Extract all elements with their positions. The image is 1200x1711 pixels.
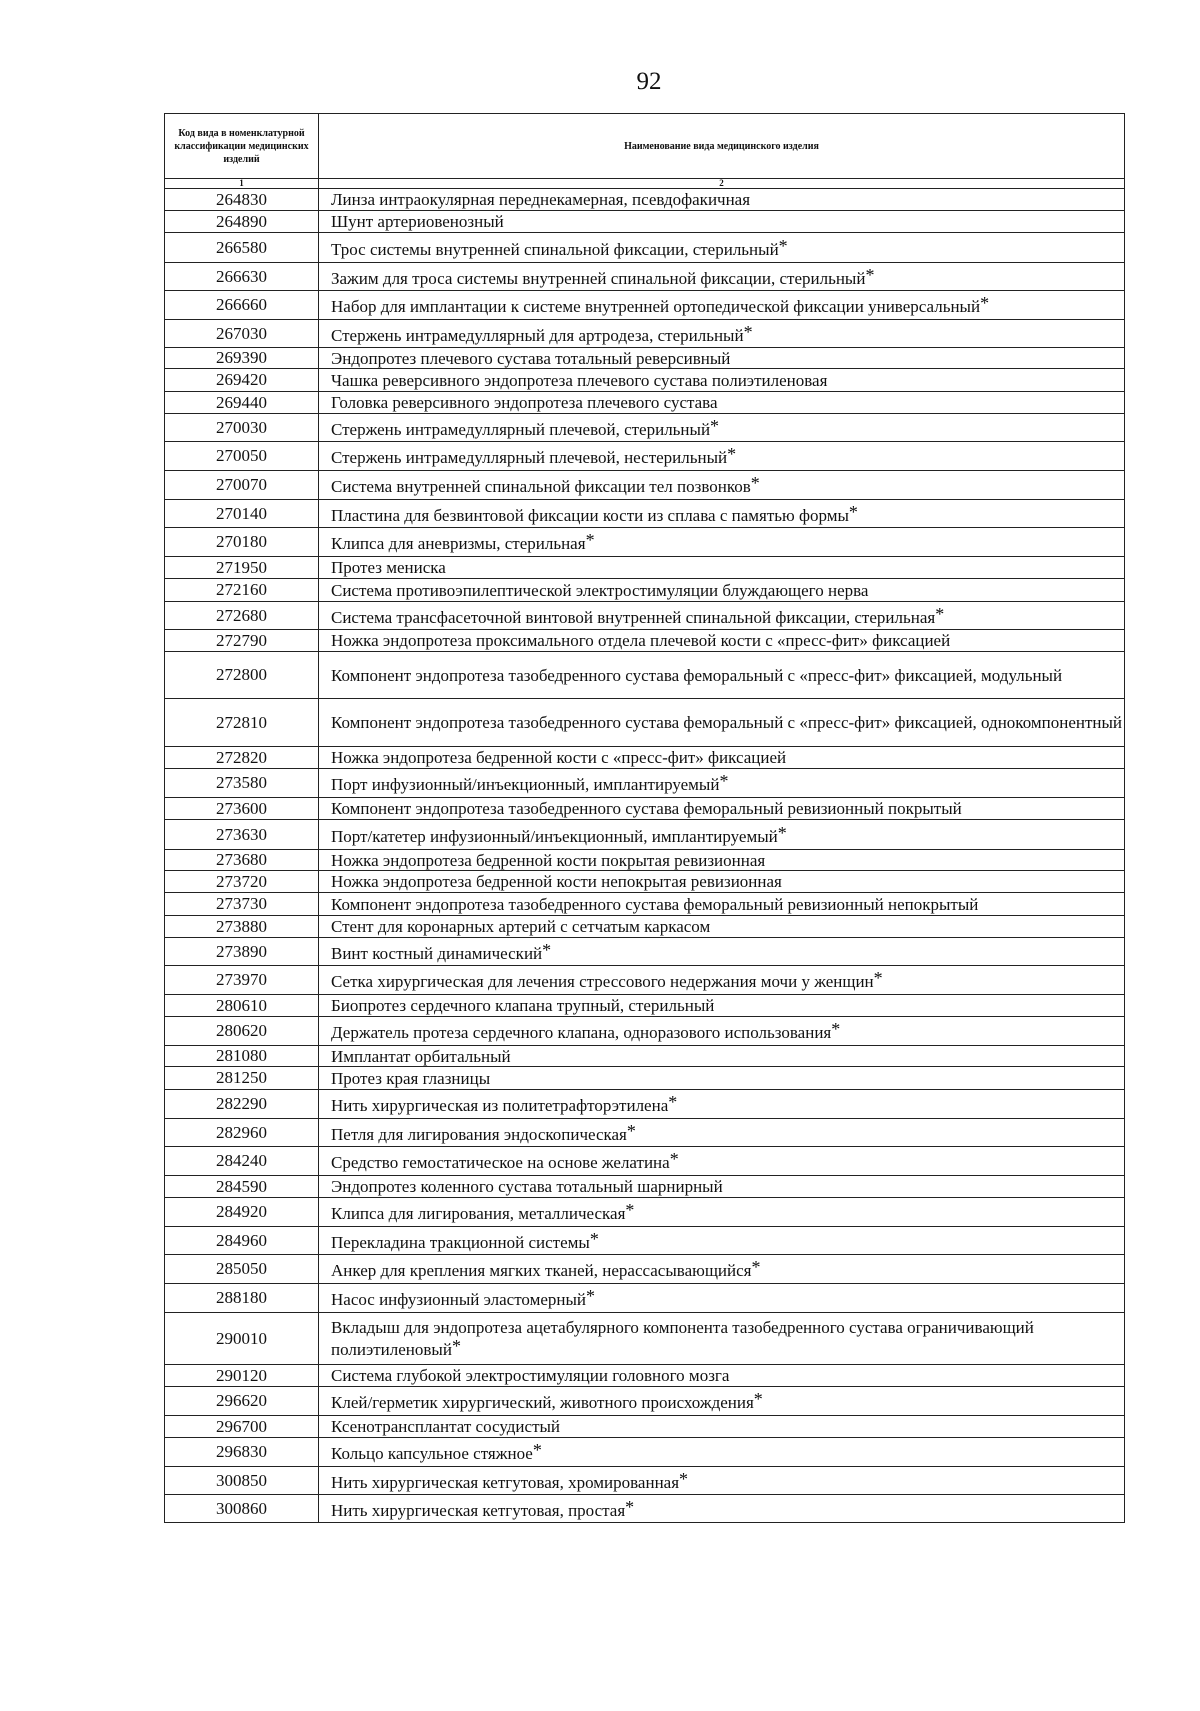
device-code: 273730 — [165, 893, 319, 916]
device-code: 300860 — [165, 1495, 319, 1523]
device-name-cell — [319, 602, 1125, 630]
table-row — [165, 1313, 1125, 1365]
device-name: Стержень интрамедуллярный плечевой, стерильный — [331, 419, 711, 439]
device-name-cell — [319, 471, 1125, 500]
device-name: Порт инфузионный/инъекционный, имплантируемый — [331, 775, 720, 794]
device-name-cell — [319, 747, 1125, 769]
device-name: Нить хирургическая кетгутовая, простая — [331, 1500, 626, 1520]
table-row — [165, 291, 1125, 320]
device-name: Ксенотрансплантат сосудистый — [331, 1417, 561, 1436]
asterisk-mark: * — [585, 530, 595, 550]
table-row — [165, 320, 1125, 348]
table-row — [165, 1227, 1125, 1255]
asterisk-mark: * — [451, 1336, 461, 1356]
device-code: 273890 — [165, 938, 319, 966]
device-code: 296620 — [165, 1387, 319, 1416]
device-code: 290120 — [165, 1365, 319, 1387]
device-name: Чашка реверсивного эндопротеза плечевого сустава полиэтиленовая — [331, 370, 828, 390]
device-name: Трос системы внутренней спинальной фиксации, стерильный — [331, 239, 779, 259]
device-name-cell — [319, 1046, 1125, 1067]
device-name-cell — [319, 348, 1125, 369]
device-name: Пластина для безвинтовой фиксации кости из сплава с памятью формы — [331, 505, 849, 525]
device-name: Порт/катетер инфузионный/инъекционный, имплантируемый — [331, 826, 778, 846]
table-row — [165, 1255, 1125, 1284]
table-row — [165, 414, 1125, 442]
asterisk-mark: * — [668, 1092, 678, 1112]
device-code: 271950 — [165, 557, 319, 579]
asterisk-mark: * — [848, 501, 858, 522]
table-row — [165, 699, 1125, 747]
medical-device-table — [164, 113, 1125, 1523]
asterisk-mark: * — [589, 1228, 599, 1249]
device-name: Компонент эндопротеза тазобедренного сустава феморальный с «пресс-фит» фиксацией, однокомпонентный — [331, 713, 1123, 732]
device-name: Винт костный динамический — [331, 943, 543, 963]
device-code: 273630 — [165, 820, 319, 850]
device-code: 272810 — [165, 699, 319, 747]
device-name-cell — [319, 916, 1125, 938]
table-row — [165, 471, 1125, 500]
device-code: 266660 — [165, 291, 319, 320]
device-name: Средство гемостатическое на основе желатина — [331, 1153, 670, 1172]
device-name-cell — [319, 966, 1125, 995]
asterisk-mark: * — [743, 321, 753, 342]
device-code: 281080 — [165, 1046, 319, 1067]
device-name-cell — [319, 699, 1125, 747]
table-row — [165, 652, 1125, 699]
device-name-cell — [319, 392, 1125, 414]
device-name-cell — [319, 652, 1125, 699]
device-code: 266580 — [165, 233, 319, 263]
table-row — [165, 189, 1125, 211]
device-code: 281250 — [165, 1067, 319, 1090]
device-code: 284590 — [165, 1176, 319, 1198]
header-code-column: Код вида в номенклатурной классификации медицинских изделий — [165, 114, 319, 179]
device-name: Клипса для аневризмы, стерильная — [331, 534, 586, 553]
device-name: Система внутренней спинальной фиксации тел позвонков — [331, 477, 751, 496]
device-code: 273580 — [165, 769, 319, 798]
device-name-cell — [319, 414, 1125, 442]
device-name-cell — [319, 442, 1125, 471]
table-header-row — [165, 114, 1125, 179]
column-number-1: 1 — [165, 179, 319, 189]
table-row — [165, 263, 1125, 291]
device-name: Держатель протеза сердечного клапана, одноразового использования — [331, 1023, 832, 1042]
device-code: 270180 — [165, 528, 319, 557]
device-name: Компонент эндопротеза тазобедренного сустава феморальный ревизионный покрытый — [331, 799, 962, 818]
device-name-cell — [319, 1467, 1125, 1495]
device-code: 266630 — [165, 263, 319, 291]
asterisk-mark: * — [710, 415, 720, 436]
device-name-cell — [319, 630, 1125, 652]
asterisk-mark: * — [669, 1149, 679, 1169]
device-name: Линза интраокулярная переднекамерная, псевдофакичная — [331, 190, 751, 209]
asterisk-mark: * — [625, 1200, 635, 1220]
device-name: Протез мениска — [331, 558, 446, 577]
device-name: Ножка эндопротеза проксимального отдела плечевой кости с «пресс-фит» фиксацией — [331, 631, 951, 650]
table-row — [165, 233, 1125, 263]
device-name-cell — [319, 233, 1125, 263]
table-row — [165, 1438, 1125, 1467]
device-code: 264890 — [165, 211, 319, 233]
device-name-cell — [319, 995, 1125, 1017]
device-name-cell — [319, 557, 1125, 579]
device-code: 272820 — [165, 747, 319, 769]
table-row — [165, 820, 1125, 850]
asterisk-mark: * — [751, 1257, 761, 1277]
device-name-cell — [319, 369, 1125, 392]
asterisk-mark: * — [625, 1496, 635, 1517]
table-row — [165, 995, 1125, 1017]
device-name-cell — [319, 1227, 1125, 1255]
device-name-cell — [319, 893, 1125, 916]
device-code: 272800 — [165, 652, 319, 699]
device-code: 272160 — [165, 579, 319, 602]
table-row — [165, 938, 1125, 966]
table-row — [165, 602, 1125, 630]
device-name-cell — [319, 189, 1125, 211]
device-name-cell — [319, 938, 1125, 966]
asterisk-mark: * — [679, 1468, 689, 1489]
device-name-cell — [319, 850, 1125, 871]
device-name-cell — [319, 263, 1125, 291]
table-row — [165, 1495, 1125, 1523]
device-name-cell — [319, 1090, 1125, 1119]
device-name-cell — [319, 1067, 1125, 1090]
asterisk-mark: * — [532, 1440, 542, 1460]
device-code: 269440 — [165, 392, 319, 414]
device-name: Ножка эндопротеза бедренной кости с «пресс-фит» фиксацией — [331, 748, 787, 767]
table-row — [165, 528, 1125, 557]
table-row — [165, 1284, 1125, 1313]
table-row — [165, 1365, 1125, 1387]
device-name: Сетка хирургическая для лечения стрессового недержания мочи у женщин — [331, 972, 874, 991]
table-row — [165, 798, 1125, 820]
device-code: 296700 — [165, 1416, 319, 1438]
device-name: Перекладина тракционной системы — [331, 1232, 590, 1252]
device-name-cell — [319, 871, 1125, 893]
table-row — [165, 211, 1125, 233]
device-name-cell — [319, 500, 1125, 528]
asterisk-mark: * — [586, 1286, 596, 1306]
device-code: 272680 — [165, 602, 319, 630]
device-code: 269420 — [165, 369, 319, 392]
device-name: Шунт артериовенозный — [331, 212, 504, 231]
device-name: Система глубокой электростимуляции головного мозга — [331, 1366, 730, 1385]
device-name-cell — [319, 1017, 1125, 1046]
device-name: Стержень интрамедуллярный плечевой, нестерильный — [331, 448, 728, 467]
device-code: 282290 — [165, 1090, 319, 1119]
device-name-cell — [319, 1147, 1125, 1176]
device-code: 273880 — [165, 916, 319, 938]
table-row — [165, 1416, 1125, 1438]
device-name: Клипса для лигирования, металлическая — [331, 1204, 626, 1223]
device-code: 280620 — [165, 1017, 319, 1046]
device-name-cell — [319, 211, 1125, 233]
device-code: 270070 — [165, 471, 319, 500]
device-name: Система противоэпилептической электростимуляции блуждающего нерва — [331, 580, 869, 600]
table-row — [165, 392, 1125, 414]
device-code: 270140 — [165, 500, 319, 528]
device-code: 270030 — [165, 414, 319, 442]
device-name: Нить хирургическая из политетрафторэтилена — [331, 1096, 669, 1115]
device-name: Компонент эндопротеза тазобедренного сустава феморальный с «пресс-фит» фиксацией, модульный — [331, 665, 1063, 685]
device-name: Компонент эндопротеза тазобедренного сустава феморальный ревизионный непокрытый — [331, 894, 979, 914]
device-name-cell — [319, 320, 1125, 348]
asterisk-mark: * — [777, 822, 787, 843]
table-row — [165, 1147, 1125, 1176]
table-row — [165, 916, 1125, 938]
asterisk-mark: * — [980, 293, 990, 313]
device-name: Анкер для крепления мягких тканей, нерассасывающийся — [331, 1261, 752, 1280]
device-code: 280610 — [165, 995, 319, 1017]
device-name: Стент для коронарных артерий с сетчатым каркасом — [331, 917, 711, 936]
device-name-cell — [319, 769, 1125, 798]
table-row — [165, 1467, 1125, 1495]
table-row — [165, 769, 1125, 798]
asterisk-mark: * — [935, 603, 945, 624]
device-name: Клей/герметик хирургический, животного происхождения — [331, 1393, 754, 1412]
table-row — [165, 747, 1125, 769]
column-number-2: 2 — [319, 179, 1125, 189]
table-row — [165, 1198, 1125, 1227]
device-name: Насос инфузионный эластомерный — [331, 1290, 587, 1309]
table-row — [165, 966, 1125, 995]
device-code: 273720 — [165, 871, 319, 893]
device-name: Биопротез сердечного клапана трупный, стерильный — [331, 996, 715, 1015]
table-row — [165, 442, 1125, 471]
device-name-cell — [319, 798, 1125, 820]
device-name: Эндопротез плечевого сустава тотальный реверсивный — [331, 348, 731, 368]
device-code: 300850 — [165, 1467, 319, 1495]
asterisk-mark: * — [865, 264, 875, 285]
table-row — [165, 348, 1125, 369]
table-row — [165, 1046, 1125, 1067]
device-name: Зажим для троса системы внутренней спинальной фиксации, стерильный — [331, 268, 866, 288]
device-name: Вкладыш для эндопротеза ацетабулярного компонента тазобедренного сустава ограничивающий полиэтиленовый — [331, 1318, 1034, 1359]
asterisk-mark: * — [719, 771, 729, 791]
table-row — [165, 1176, 1125, 1198]
device-code: 264830 — [165, 189, 319, 211]
device-name-cell — [319, 1119, 1125, 1147]
table-row — [165, 630, 1125, 652]
asterisk-mark: * — [778, 235, 788, 256]
asterisk-mark: * — [831, 1019, 841, 1039]
device-name-cell — [319, 1198, 1125, 1227]
device-name-cell — [319, 1365, 1125, 1387]
header-name-column: Наименование вида медицинского изделия — [319, 114, 1125, 179]
device-name: Протез края глазницы — [331, 1068, 491, 1088]
device-code: 284960 — [165, 1227, 319, 1255]
device-name: Головка реверсивного эндопротеза плечевого сустава — [331, 393, 718, 412]
device-code: 272790 — [165, 630, 319, 652]
device-code: 284920 — [165, 1198, 319, 1227]
device-name-cell — [319, 820, 1125, 850]
device-name-cell — [319, 1438, 1125, 1467]
table-row — [165, 1067, 1125, 1090]
table-row — [165, 1017, 1125, 1046]
table-row — [165, 369, 1125, 392]
device-name-cell — [319, 528, 1125, 557]
device-name: Петля для лигирования эндоскопическая — [331, 1124, 627, 1144]
asterisk-mark: * — [727, 444, 737, 464]
table-row — [165, 893, 1125, 916]
device-name-cell — [319, 1284, 1125, 1313]
asterisk-mark: * — [626, 1120, 636, 1141]
table-row — [165, 579, 1125, 602]
asterisk-mark: * — [753, 1389, 763, 1409]
device-code: 290010 — [165, 1313, 319, 1365]
device-code: 284240 — [165, 1147, 319, 1176]
page-number: 92 — [636, 68, 662, 95]
asterisk-mark: * — [750, 473, 760, 493]
device-name-cell — [319, 1416, 1125, 1438]
device-code: 273600 — [165, 798, 319, 820]
device-name-cell — [319, 579, 1125, 602]
column-number-row — [165, 179, 1125, 189]
table-row — [165, 1090, 1125, 1119]
device-code: 269390 — [165, 348, 319, 369]
device-name: Нить хирургическая кетгутовая, хромированная — [331, 1472, 680, 1492]
table-row — [165, 871, 1125, 893]
table-row — [165, 500, 1125, 528]
device-name-cell — [319, 1495, 1125, 1523]
table-row — [165, 850, 1125, 871]
device-name: Ножка эндопротеза бедренной кости покрытая ревизионная — [331, 850, 766, 870]
device-code: 285050 — [165, 1255, 319, 1284]
device-name: Система трансфасеточной винтовой внутренней спинальной фиксации, стерильная — [331, 607, 936, 627]
device-name-cell — [319, 291, 1125, 320]
device-name-cell — [319, 1255, 1125, 1284]
device-code: 288180 — [165, 1284, 319, 1313]
device-code: 273680 — [165, 850, 319, 871]
device-name: Кольцо капсульное стяжное — [331, 1444, 533, 1463]
asterisk-mark: * — [542, 939, 552, 960]
asterisk-mark: * — [873, 968, 883, 988]
device-name: Набор для имплантации к системе внутренней ортопедической фиксации универсальный — [331, 297, 981, 316]
table-row — [165, 1119, 1125, 1147]
device-code: 273970 — [165, 966, 319, 995]
device-name-cell — [319, 1176, 1125, 1198]
device-code: 270050 — [165, 442, 319, 471]
device-name: Эндопротез коленного сустава тотальный шарнирный — [331, 1177, 723, 1196]
device-name-cell — [319, 1387, 1125, 1416]
device-name: Стержень интрамедуллярный для артродеза, стерильный — [331, 325, 744, 345]
device-code: 282960 — [165, 1119, 319, 1147]
table-row — [165, 1387, 1125, 1416]
device-code: 267030 — [165, 320, 319, 348]
device-name: Имплантат орбитальный — [331, 1046, 511, 1066]
device-code: 296830 — [165, 1438, 319, 1467]
device-name: Ножка эндопротеза бедренной кости непокрытая ревизионная — [331, 872, 782, 891]
table-row — [165, 557, 1125, 579]
device-name-cell — [319, 1313, 1125, 1365]
